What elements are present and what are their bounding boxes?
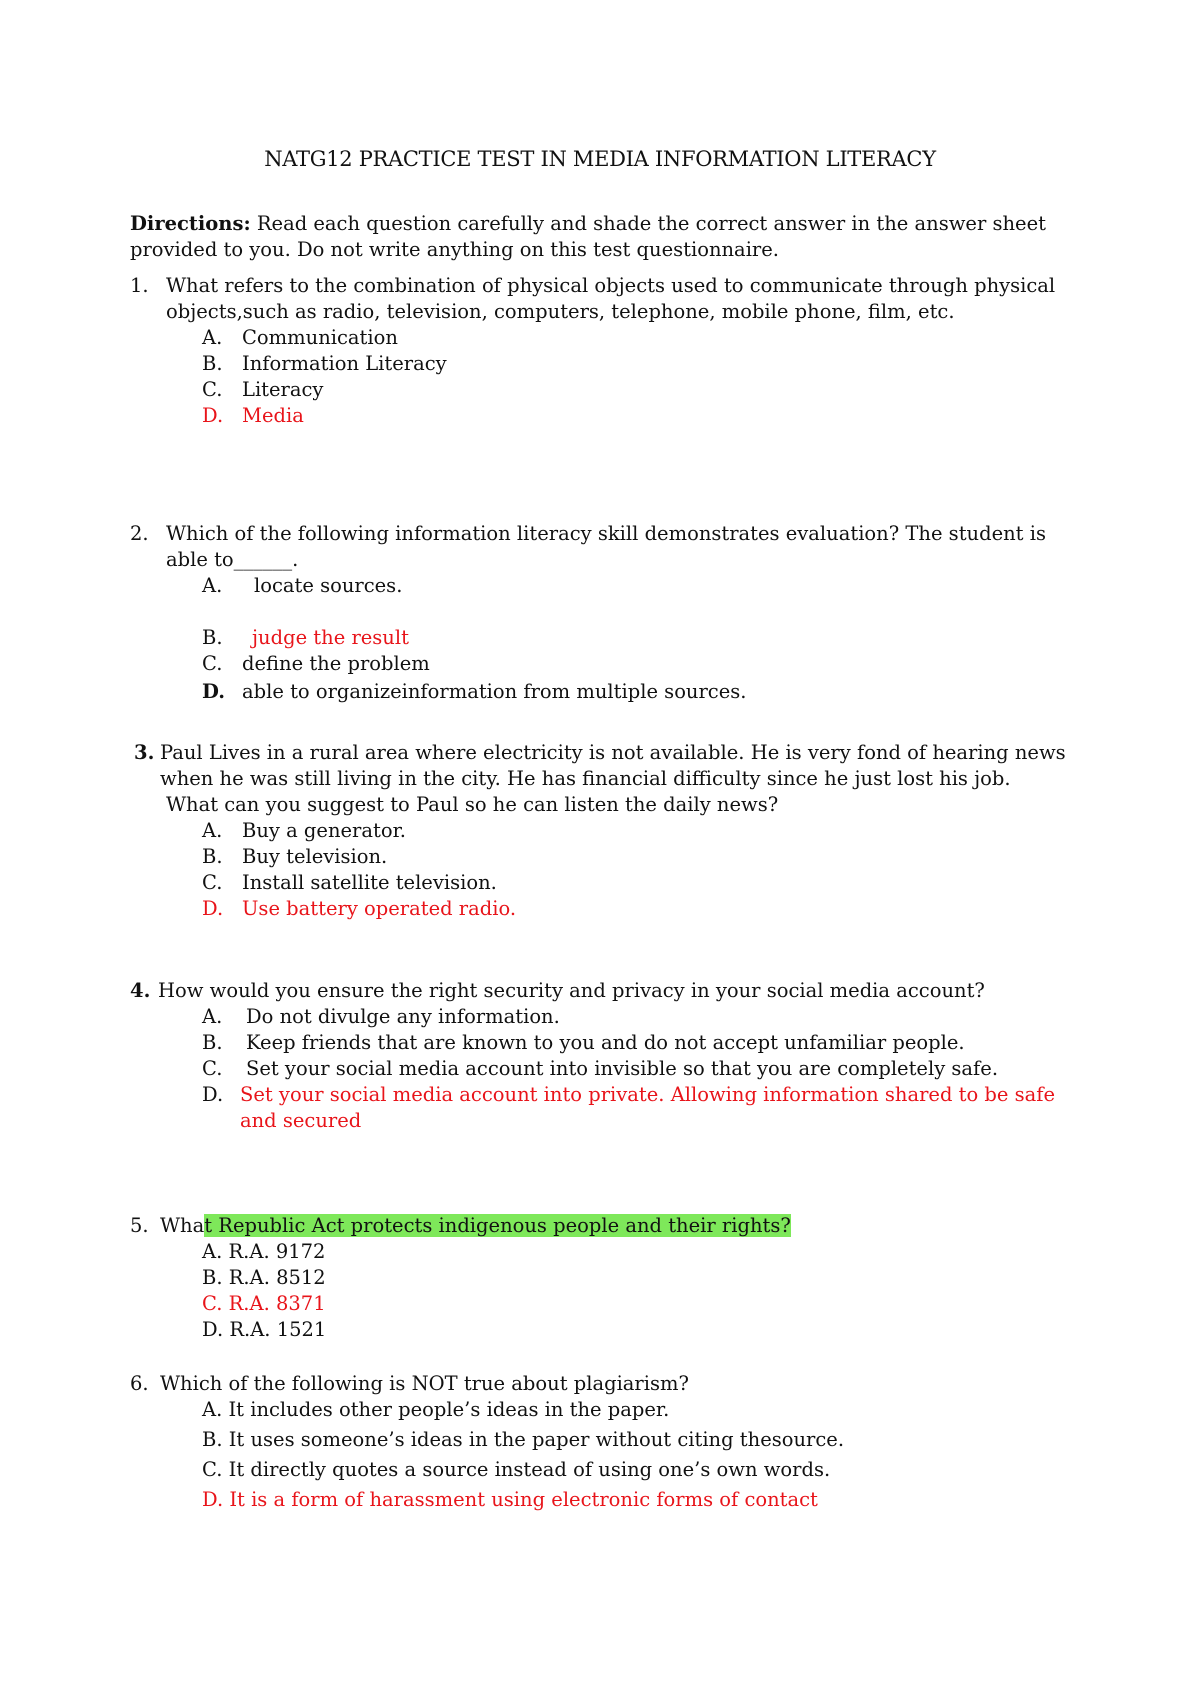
- question-stem-2: What can you suggest to Paul so he can listen the daily news?: [166, 793, 779, 816]
- directions-text: Read each question carefully and shade the correct answer in the answer sheet provided to you. Do not write anything on this test questionnaire.: [130, 212, 1046, 261]
- question-number: 3.: [134, 741, 155, 764]
- option-list: [130, 573, 1070, 705]
- option-letter: A.: [202, 326, 223, 349]
- question-number: 2.: [130, 522, 149, 545]
- option-list: [130, 818, 1070, 922]
- option-letter: D.: [202, 404, 224, 427]
- option-text: Media: [242, 404, 304, 427]
- directions-label: Directions:: [130, 212, 251, 235]
- question-2: [130, 521, 1070, 705]
- option-d-correct: [202, 896, 1070, 922]
- question-stem: [158, 978, 1070, 1004]
- option-text: Literacy: [242, 378, 324, 401]
- page-title: NATG12 PRACTICE TEST IN MEDIA INFORMATION LITERACY: [264, 147, 936, 171]
- option-text: Do not divulge any information.: [246, 1005, 560, 1028]
- option-text: Use battery operated radio.: [242, 897, 517, 920]
- question-stem: What refers to the combination of physical objects used to communicate through physical objects,such as radio, television, computers, telephone, mobile phone, film, etc.: [166, 274, 1056, 323]
- option-text: locate sources.: [254, 574, 403, 597]
- question-6: [130, 1371, 1070, 1513]
- option-letter: A.: [202, 819, 223, 842]
- option-letter: B.: [202, 845, 223, 868]
- option-b-correct: [202, 625, 1070, 651]
- option-a: A. It includes other people’s ideas in the paper.: [202, 1398, 670, 1421]
- option-c: [202, 651, 1070, 677]
- option-letter: D.: [202, 680, 226, 703]
- question-number: 6.: [130, 1372, 149, 1395]
- option-b: [202, 351, 1070, 377]
- option-text: Buy a generator.: [242, 819, 406, 842]
- option-letter: A.: [202, 1005, 223, 1028]
- option-letter: D.: [202, 897, 224, 920]
- option-b: B. R.A. 8512: [202, 1266, 326, 1289]
- option-list: [130, 1004, 1070, 1134]
- option-text: Install satellite television.: [242, 871, 497, 894]
- option-text: define the problem: [242, 652, 430, 675]
- option-letter: C.: [202, 1057, 223, 1080]
- option-d: D. R.A. 1521: [202, 1318, 327, 1341]
- option-c: C. It directly quotes a source instead of using one’s own words.: [202, 1458, 831, 1481]
- option-list: [130, 1239, 1070, 1343]
- option-a: [202, 573, 1070, 599]
- question-1: [130, 273, 1070, 429]
- question-stem: Which of the following is NOT true about plagiarism?: [160, 1372, 689, 1395]
- option-letter: C.: [202, 871, 223, 894]
- question-stem-text: Wha: [160, 1214, 205, 1237]
- option-d-correct: D. It is a form of harassment using electronic forms of contact: [202, 1488, 818, 1511]
- option-d-correct: [202, 403, 1070, 429]
- option-a: A. R.A. 9172: [202, 1240, 326, 1263]
- question-5: [130, 1213, 1070, 1343]
- option-d-correct: [202, 1082, 1070, 1134]
- question-stem-text: How would you ensure the right security and privacy in your social media account?: [158, 979, 985, 1002]
- option-list: [130, 325, 1070, 429]
- option-letter: B.: [202, 352, 223, 375]
- option-text: Buy television.: [242, 845, 388, 868]
- option-d: [202, 679, 1070, 705]
- option-letter: C.: [202, 378, 223, 401]
- question-number: 4.: [130, 979, 151, 1002]
- option-text: Keep friends that are known to you and do not accept unfamiliar people.: [246, 1031, 965, 1054]
- option-c: [202, 1056, 1070, 1082]
- option-a: [202, 325, 1070, 351]
- option-c-correct: C. R.A. 8371: [202, 1292, 326, 1315]
- option-letter: C.: [202, 652, 223, 675]
- option-b: B. It uses someone’s ideas in the paper without citing thesource.: [202, 1428, 845, 1451]
- option-b: [202, 1030, 1070, 1056]
- question-4: [130, 978, 1070, 1134]
- option-text: Set your social media account into private. Allowing information shared to be safe and secured: [240, 1083, 1056, 1132]
- option-a: [202, 1004, 1070, 1030]
- option-letter: D.: [202, 1083, 224, 1106]
- directions: [130, 211, 1070, 263]
- option-text: Information Literacy: [242, 352, 447, 375]
- option-c: [202, 377, 1070, 403]
- option-text: Set your social media account into invisible so that you are completely safe.: [246, 1057, 999, 1080]
- question-stem: Paul Lives in a rural area where electricity is not available. He is very fond of hearing news when he was still living in the city. He has financial difficulty since he just lost his job.: [160, 741, 1066, 790]
- option-letter: B.: [202, 1031, 223, 1054]
- option-text: able to organizeinformation from multiple sources.: [242, 680, 747, 703]
- option-text: Communication: [242, 326, 398, 349]
- option-letter: B.: [202, 626, 223, 649]
- option-list: [130, 1397, 1070, 1513]
- option-b: [202, 844, 1070, 870]
- question-number: 1.: [130, 274, 149, 297]
- question-number: 5.: [130, 1214, 149, 1237]
- question-stem: Which of the following information literacy skill demonstrates evaluation? The student is able to______.: [166, 522, 1046, 571]
- question-3: [130, 740, 1070, 922]
- option-c: [202, 870, 1070, 896]
- option-a: [202, 818, 1070, 844]
- highlighted-text: t Republic Act protects indigenous people and their rights?: [204, 1214, 791, 1237]
- option-letter: A.: [202, 574, 223, 597]
- question-stem: [160, 1213, 1070, 1239]
- option-text: judge the result: [252, 626, 409, 649]
